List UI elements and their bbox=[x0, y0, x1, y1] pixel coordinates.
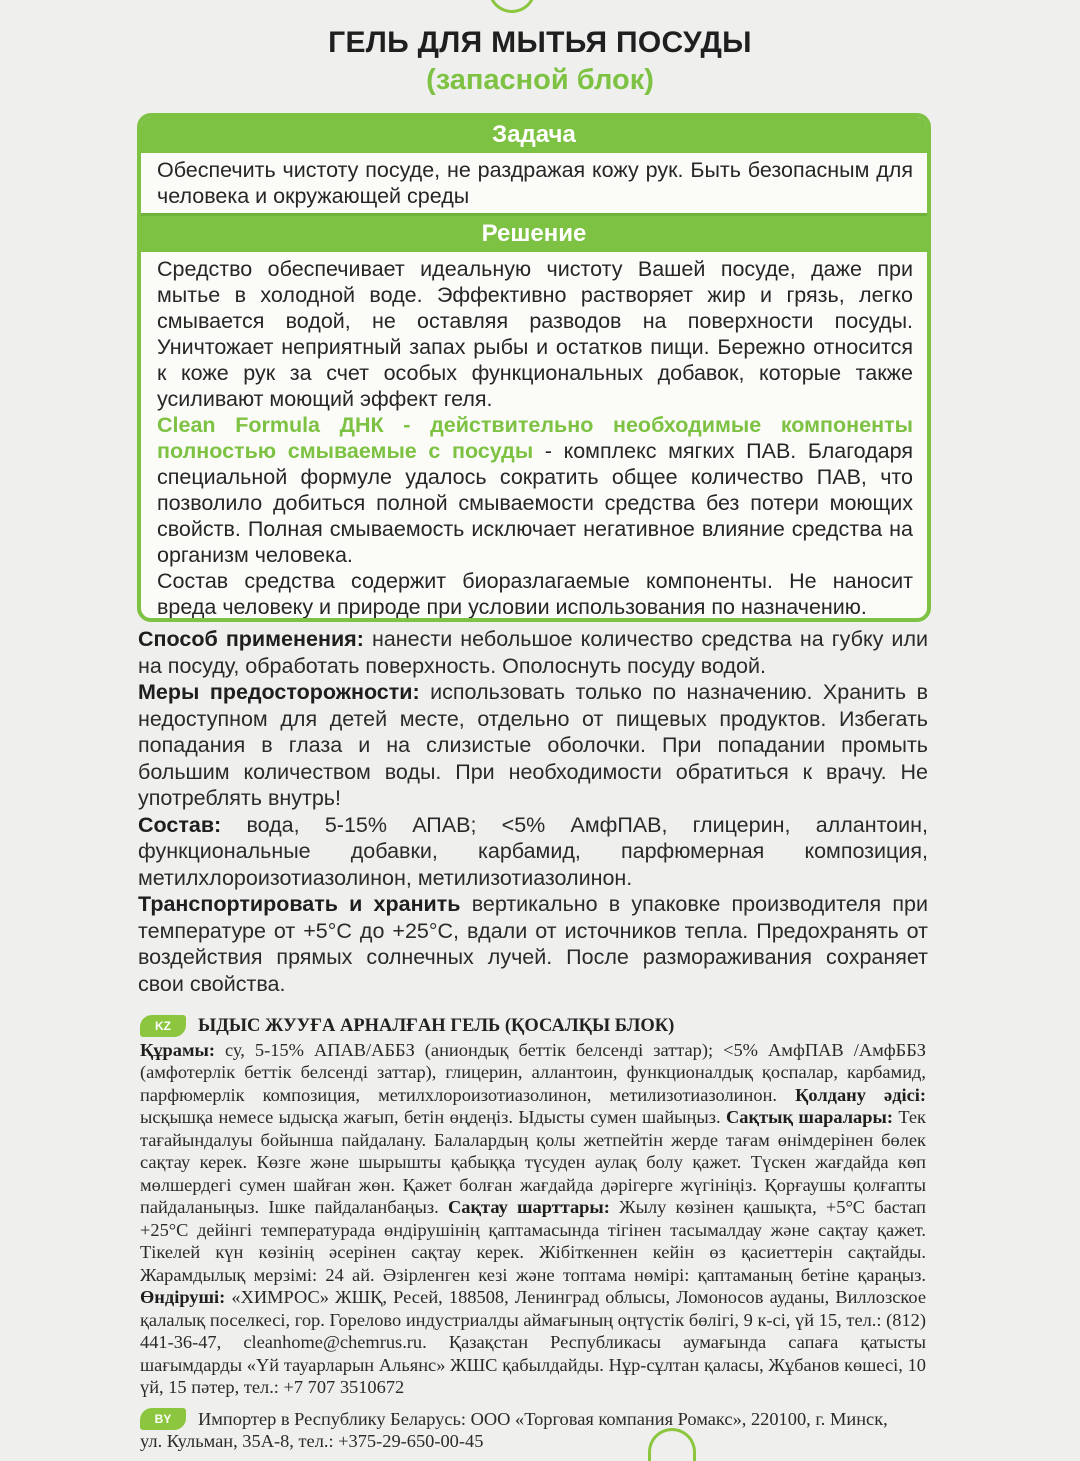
kz-storage-text: Жылу көзінен қашықта, +5°C бастап +25°C дейінгі температурада өндірушінің қаптамасында тігінен тасымалдау және сақтау қажет. Тікелей күн көзінің әсерінен сақтау керек. Жібіткеннен кейін өз қасиеттерін сақтайды. Жарамдылық мерзімі: 24 ай. Әзірленген кезі және топтама нөмірі: қаптаманың бетіне қараңыз. bbox=[140, 1197, 926, 1285]
task-heading: Задача bbox=[141, 117, 927, 153]
composition-text: вода, 5-15% АПАВ; <5% АмфПАВ, глицерин, аллантоин, функциональные добавки, карбамид, парфюмерная композиция, метилхлороизотиазолинон, метилизотиазолинон. bbox=[138, 812, 928, 890]
clean-formula-highlight: Clean Formula ДНК - действительно необходимые компоненты полностью смываемые с посуды bbox=[157, 413, 913, 463]
solution-para-3: Состав средства содержит биоразлагаемые компоненты. Не наносит вреда человеку и природе при условии использования по назначению. bbox=[157, 569, 913, 619]
logo-arc-bottom-icon bbox=[648, 1428, 696, 1461]
task-section bbox=[141, 153, 927, 213]
kz-header bbox=[140, 1015, 926, 1038]
kz-title: ЫДЫС ЖУУҒА АРНАЛҒАН ГЕЛЬ (ҚОСАЛҚЫ БЛОК) bbox=[198, 1016, 675, 1036]
by-badge-icon: BY bbox=[140, 1408, 186, 1430]
solution-heading: Решение bbox=[141, 213, 927, 252]
kz-badge-icon: KZ bbox=[140, 1015, 186, 1037]
by-importer-text: Импортер в Республику Беларусь: ООО «Торговая компания Ромакс», 220100, г. Минск, bbox=[198, 1409, 888, 1429]
kz-usage-label: Қолдану әдісі: bbox=[795, 1084, 927, 1105]
info-box bbox=[137, 113, 931, 622]
page-subtitle: (запасной блок) bbox=[426, 64, 654, 96]
precautions-label: Меры предосторожности: bbox=[138, 680, 420, 704]
usage-text: нанести небольшое количество средства на губку или на посуду, обработать поверхность. Ополоснуть посуду водой. bbox=[138, 627, 929, 678]
kz-maker-label: Өндіруші: bbox=[140, 1287, 226, 1307]
composition-paragraph bbox=[138, 812, 928, 892]
transport-text: вертикально в упаковке производителя при температуре от +5°C до +25°C, вдали от источников тепла. Предохранять от воздействия прямых солнечных лучей. После размораживания сохраняет свои свойства. bbox=[138, 892, 928, 996]
kz-composition-label: Құрамы: bbox=[140, 1039, 215, 1060]
transport-paragraph bbox=[138, 891, 928, 997]
by-importer-line bbox=[140, 1408, 940, 1431]
kz-precautions-text: Тек тағайындалуы бойынша пайдалану. Балалардың қолы жетпейтін жерде тағам өнімдерінен бөлек сақтау керек. Көзге және шырышты қабыққа түсуден аулақ болу қажет. Түскен жағдайда көп мөлшердегі сумен шайған жөн. Қажет болған жағдайда дәрігерге жүгініңіз. Қорғаушы қолғапты пайдаланыңыз. Ішке пайдаланбаңыз. bbox=[140, 1107, 926, 1217]
solution-para-1: Средство обеспечивает идеальную чистоту Вашей посуде, даже при мытье в холодной воде. Эффективно растворяет жир и грязь, легко смывается водой, не оставляя разводов на поверхности посуды. Уничтожает неприятный запах рыбы и остатков пищи. Бережно относится к коже рук за счет особых функциональных добавок, которые также усиливают моющий эффект геля. bbox=[157, 257, 913, 411]
transport-label: Транспортировать и хранить bbox=[138, 892, 461, 916]
precautions-paragraph bbox=[138, 679, 928, 812]
usage-label: Способ применения: bbox=[138, 627, 364, 651]
by-importer-continued: ул. Кульман, 35А-8, тел.: +375-29-650-00-45 bbox=[140, 1431, 484, 1451]
kz-precautions-label: Сақтық шаралары: bbox=[725, 1107, 893, 1127]
kz-maker-text: «ХИМРОС» ЖШҚ, Ресей, 188508, Ленинград облысы, Ломоносов ауданы, Виллозское қалалық поселкесі, гор. Горелово индустриалды аймағының оңтүстік бөлігі, 9 к-сі, үй 15, тел.: (812) 441-36-47, cleanhome@chemrus.ru. Қазақстан Республикасы аумағында сапаға қатысты шағымдарды «Үй тауарларын Альянс» ЖШС қабылдайды. Нұр-сұлтан қаласы, Жұбанов көшесі, 10 үй, 15 пәтер, тел.: +7 707 3510672 bbox=[140, 1287, 926, 1397]
solution-section bbox=[141, 252, 927, 622]
instructions-section bbox=[138, 626, 928, 997]
page-title: ГЕЛЬ ДЛЯ МЫТЬЯ ПОСУДЫ bbox=[328, 26, 752, 59]
usage-paragraph bbox=[138, 626, 928, 679]
clean-formula-text: - комплекс мягких ПАВ. Благодаря специальной формуле удалось сократить общее количество ПАВ, что позволило добиться полной смываемости средства без потери моющих свойств. Полная смываемость исключает негативное влияние средства на организм человека. bbox=[157, 439, 913, 567]
precautions-text: использовать только по назначению. Хранить в недоступном для детей месте, отдельно от пищевых продуктов. Избегать попадания в глаза и на слизистые оболочки. При попадании промыть большим количеством воды. При необходимости обратиться к врачу. Не употреблять внутрь! bbox=[138, 680, 929, 810]
logo-arc-icon bbox=[488, 0, 536, 13]
kz-composition-text: су, 5-15% АПАВ/АББЗ (аниондық беттік белсенді заттар); <5% АмфПАВ /АмфББЗ (амфотерлік беттік белсенді заттар), глицерин, аллантоин, функционалдық қоспалар, карбамид, парфюмерлік композиция, метилхлороизотиазолинон, метилизотиазолинон. bbox=[140, 1039, 926, 1105]
kz-usage-text: ысқышқа немесе ыдысқа жағып, бетін өңдеңіз. Ыдысты сумен шайыңыз. bbox=[140, 1107, 726, 1127]
kz-section bbox=[140, 1015, 926, 1399]
kz-body bbox=[140, 1039, 926, 1399]
task-text: Обеспечить чистоту посуде, не раздражая кожу рук. Быть безопасным для человека и окружающей среды bbox=[157, 158, 913, 208]
composition-label: Состав: bbox=[138, 812, 222, 837]
solution-para-2 bbox=[157, 412, 913, 568]
kz-storage-label: Сақтау шарттары: bbox=[447, 1197, 610, 1217]
